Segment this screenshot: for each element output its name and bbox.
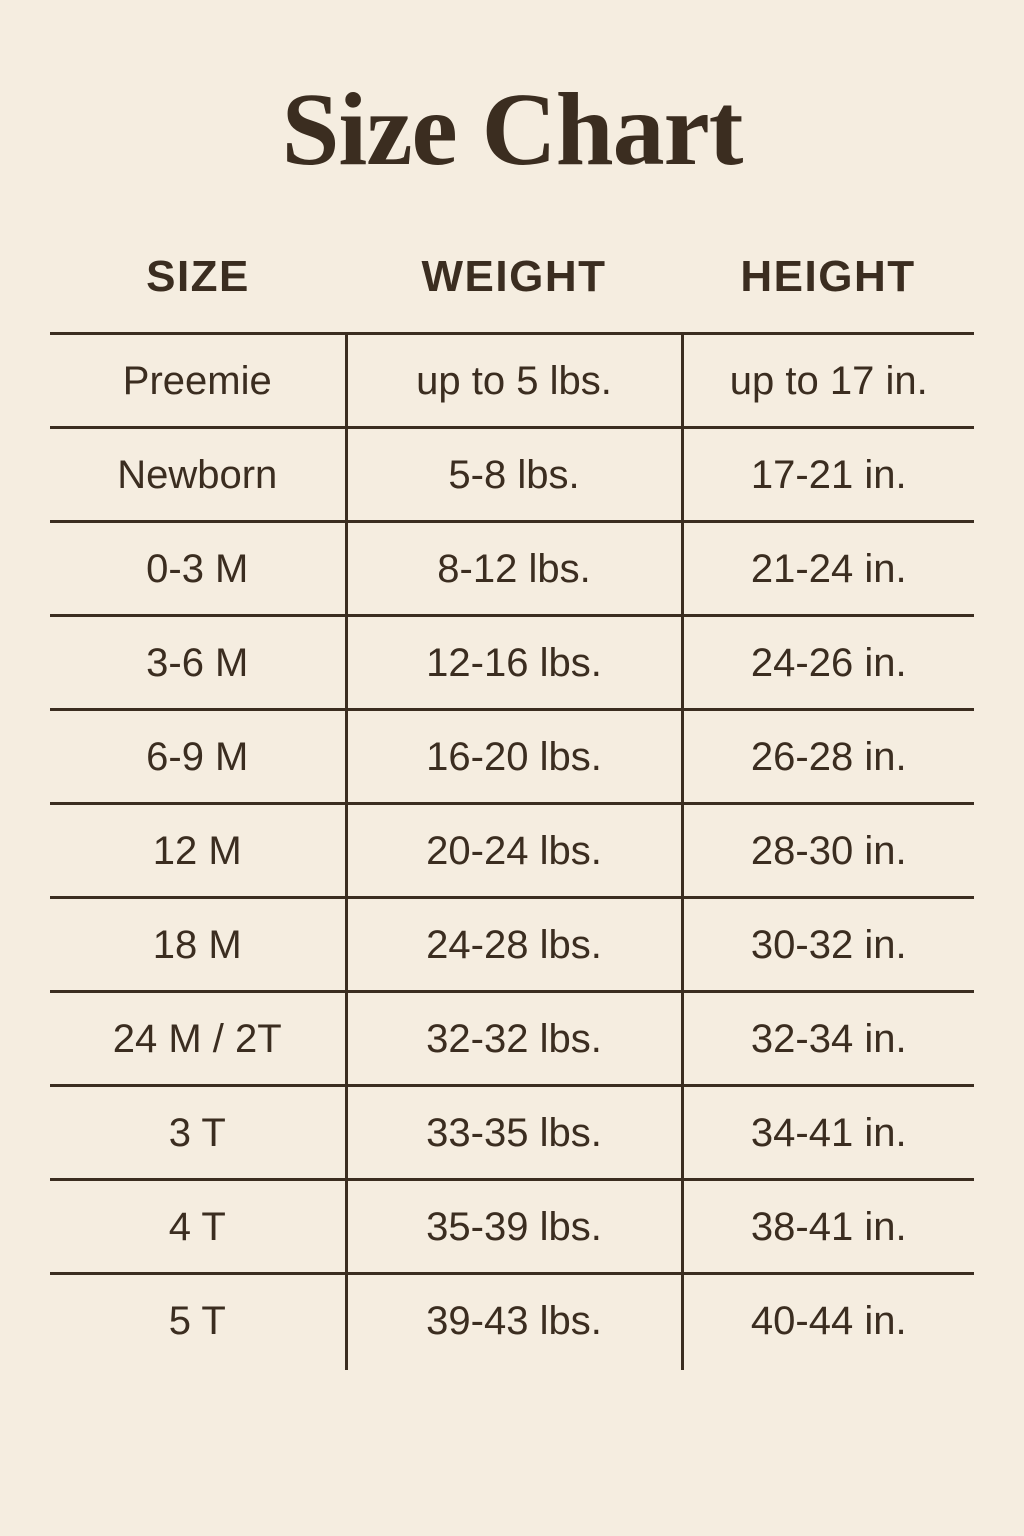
cell-height: 38-41 in. bbox=[682, 1180, 974, 1274]
table-row bbox=[50, 898, 974, 992]
cell-size: 6-9 M bbox=[50, 710, 346, 804]
cell-height: 34-41 in. bbox=[682, 1086, 974, 1180]
cell-size: 3-6 M bbox=[50, 616, 346, 710]
cell-size: Preemie bbox=[50, 334, 346, 428]
table-row bbox=[50, 710, 974, 804]
cell-weight: 5-8 lbs. bbox=[346, 428, 682, 522]
table-row bbox=[50, 804, 974, 898]
cell-weight: 32-32 lbs. bbox=[346, 992, 682, 1086]
cell-size: Newborn bbox=[50, 428, 346, 522]
column-header-height: HEIGHT bbox=[740, 252, 916, 301]
table-row bbox=[50, 616, 974, 710]
table-row bbox=[50, 1180, 974, 1274]
cell-size: 4 T bbox=[50, 1180, 346, 1274]
cell-height: 21-24 in. bbox=[682, 522, 974, 616]
cell-weight: 12-16 lbs. bbox=[346, 616, 682, 710]
table-row bbox=[50, 992, 974, 1086]
cell-weight: 8-12 lbs. bbox=[346, 522, 682, 616]
cell-height: 26-28 in. bbox=[682, 710, 974, 804]
column-header-size: SIZE bbox=[146, 252, 250, 301]
cell-weight: 39-43 lbs. bbox=[346, 1274, 682, 1371]
cell-height: 40-44 in. bbox=[682, 1274, 974, 1371]
table-row bbox=[50, 334, 974, 428]
cell-weight: 35-39 lbs. bbox=[346, 1180, 682, 1274]
cell-weight: 16-20 lbs. bbox=[346, 710, 682, 804]
table-body bbox=[50, 334, 974, 1371]
size-chart-table bbox=[50, 252, 974, 1370]
cell-weight: 20-24 lbs. bbox=[346, 804, 682, 898]
cell-height: up to 17 in. bbox=[682, 334, 974, 428]
cell-weight: up to 5 lbs. bbox=[346, 334, 682, 428]
cell-height: 28-30 in. bbox=[682, 804, 974, 898]
cell-height: 32-34 in. bbox=[682, 992, 974, 1086]
table-header bbox=[50, 252, 974, 334]
cell-size: 3 T bbox=[50, 1086, 346, 1180]
page-title: Size Chart bbox=[281, 72, 743, 187]
column-header-weight: WEIGHT bbox=[421, 252, 607, 301]
cell-size: 5 T bbox=[50, 1274, 346, 1371]
cell-height: 30-32 in. bbox=[682, 898, 974, 992]
table-row bbox=[50, 522, 974, 616]
cell-weight: 24-28 lbs. bbox=[346, 898, 682, 992]
cell-size: 24 M / 2T bbox=[50, 992, 346, 1086]
cell-size: 18 M bbox=[50, 898, 346, 992]
table-header-row bbox=[50, 252, 974, 334]
cell-weight: 33-35 lbs. bbox=[346, 1086, 682, 1180]
cell-height: 17-21 in. bbox=[682, 428, 974, 522]
cell-height: 24-26 in. bbox=[682, 616, 974, 710]
table-row bbox=[50, 1086, 974, 1180]
table-row bbox=[50, 428, 974, 522]
table-row bbox=[50, 1274, 974, 1371]
cell-size: 0-3 M bbox=[50, 522, 346, 616]
cell-size: 12 M bbox=[50, 804, 346, 898]
